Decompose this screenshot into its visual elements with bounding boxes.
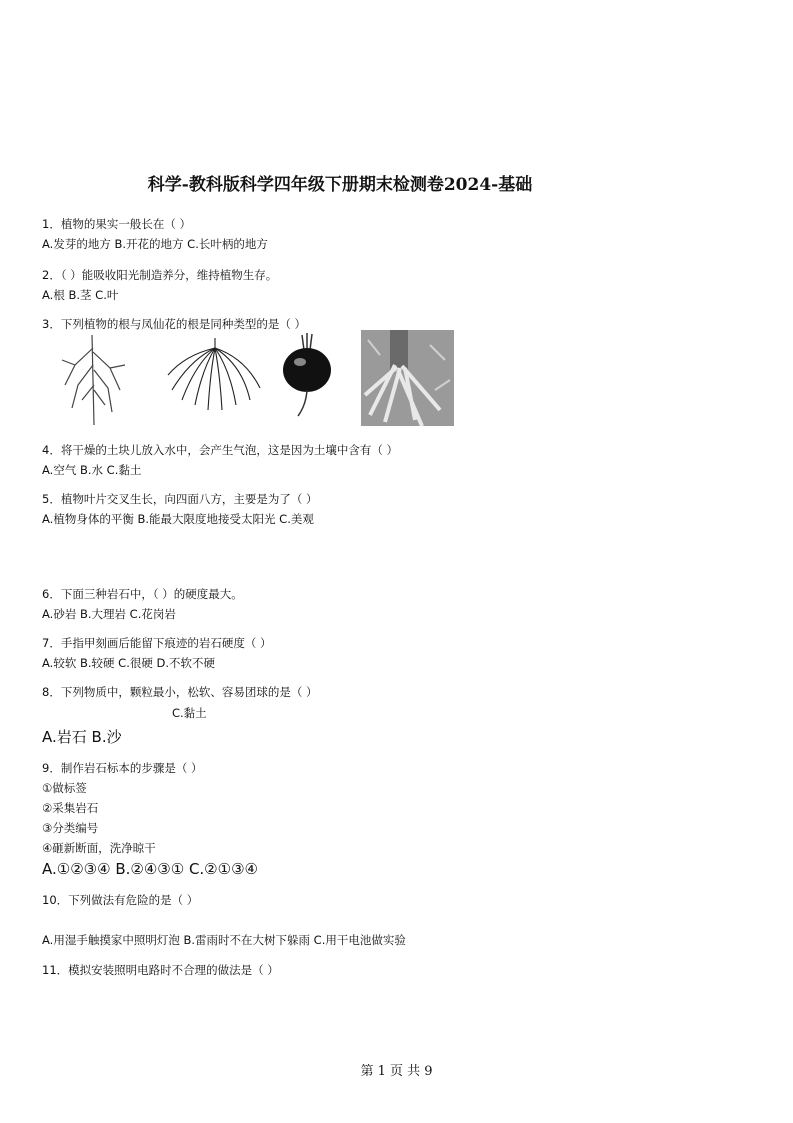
question-8-option-c: C.黏土 — [172, 706, 207, 720]
question-2-stem: 2．（ ）能吸收阳光制造养分，维持植物生存。 — [42, 268, 278, 282]
prop-root-photo — [361, 330, 454, 426]
question-6-stem: 6．下面三种岩石中，（ ）的硬度最大。 — [42, 587, 243, 601]
root-images — [50, 330, 460, 430]
question-7-stem: 7．手指甲刻画后能留下痕迹的岩石硬度（ ） — [42, 636, 272, 650]
question-9-stem: 9．制作岩石标本的步骤是（ ） — [42, 761, 203, 775]
question-4-stem: 4．将干燥的土块儿放入水中，会产生气泡，这是因为土壤中含有（ ） — [42, 443, 398, 457]
fleshy-root-image — [283, 333, 331, 416]
question-5-stem: 5．植物叶片交叉生长，向四面八方，主要是为了（ ） — [42, 492, 318, 506]
question-10-stem: 10．下列做法有危险的是（ ） — [42, 893, 199, 907]
question-8-options-ab: A.岩石 B.沙 — [42, 728, 122, 746]
question-9-step-2: ②采集岩石 — [42, 801, 99, 815]
fibrous-root-image — [168, 338, 260, 410]
question-1-options: A.发芽的地方 B.开花的地方 C.长叶柄的地方 — [42, 237, 268, 251]
taproot-image — [62, 335, 125, 425]
question-8-stem: 8．下列物质中，颗粒最小，松软、容易团球的是（ ） — [42, 685, 318, 699]
question-10-options: A.用湿手触摸家中照明灯泡 B.雷雨时不在大树下躲雨 C.用干电池做实验 — [42, 933, 406, 947]
question-6-options: A.砂岩 B.大理岩 C.花岗岩 — [42, 607, 176, 621]
question-9-step-3: ③分类编号 — [42, 821, 99, 835]
question-2-options: A.根 B.茎 C.叶 — [42, 288, 119, 302]
page-title: 科学-教科版科学四年级下册期末检测卷2024-基础 — [147, 175, 533, 195]
question-9-step-4: ④砸新断面，洗净晾干 — [42, 841, 156, 855]
question-11-stem: 11．模拟安装照明电路时不合理的做法是（ ） — [42, 963, 279, 977]
question-9-step-1: ①做标签 — [42, 781, 87, 795]
question-4-options: A.空气 B.水 C.黏土 — [42, 463, 142, 477]
page-footer: 第 1 页 共 9 — [360, 1064, 433, 1079]
question-1-stem: 1．植物的果实一般长在（ ） — [42, 217, 191, 231]
question-5-options: A.植物身体的平衡 B.能最大限度地接受太阳光 C.美观 — [42, 512, 314, 526]
question-9-options: A.①②③④ B.②④③① C.②①③④ — [42, 860, 258, 878]
question-7-options: A.较软 B.较硬 C.很硬 D.不软不硬 — [42, 656, 216, 670]
question-3-stem: 3．下列植物的根与凤仙花的根是同种类型的是（ ） — [42, 317, 306, 331]
